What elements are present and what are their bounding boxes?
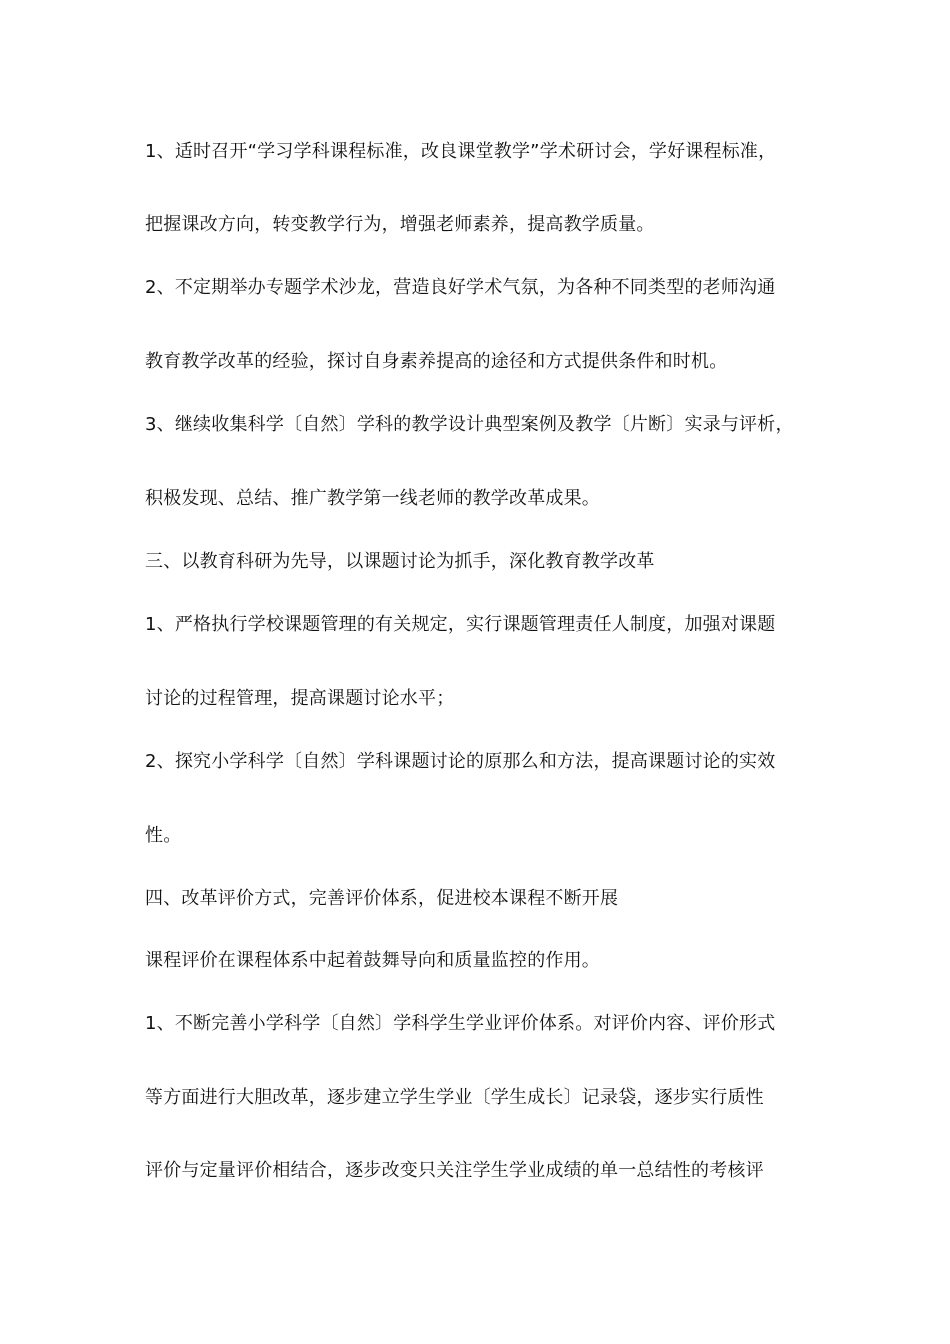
- paragraph-line: 性。: [145, 825, 182, 846]
- paragraph-line: 1、不断完善小学科学〔自然〕学科学生学业评价体系。对评价内容、评价形式: [145, 1013, 776, 1034]
- paragraph-line: 积极发现、总结、推广教学第一线老师的教学改革成果。: [145, 488, 600, 509]
- paragraph-line: 1、严格执行学校课题管理的有关规定，实行课题管理责任人制度，加强对课题: [145, 614, 776, 635]
- paragraph-line: 评价与定量评价相结合，逐步改变只关注学生学业成绩的单一总结性的考核评: [145, 1160, 764, 1181]
- section-heading: 四、改革评价方式，完善评价体系，促进校本课程不断开展: [145, 888, 619, 909]
- paragraph-line: 把握课改方向，转变教学行为，增强老师素养，提高教学质量。: [145, 214, 655, 235]
- paragraph-line: 教育教学改革的经验，探讨自身素养提高的途径和方式提供条件和时机。: [145, 351, 728, 372]
- paragraph-line: 等方面进行大胆改革，逐步建立学生学业〔学生成长〕记录袋，逐步实行质性: [145, 1087, 764, 1108]
- section-heading: 三、以教育科研为先导，以课题讨论为抓手，深化教育教学改革: [145, 551, 655, 572]
- paragraph-line: 2、探究小学科学〔自然〕学科课题讨论的原那么和方法，提高课题讨论的实效: [145, 751, 776, 772]
- paragraph-line: 课程评价在课程体系中起着鼓舞导向和质量监控的作用。: [145, 950, 600, 971]
- paragraph-line: 2、不定期举办专题学术沙龙，营造良好学术气氛，为各种不同类型的老师沟通: [145, 277, 776, 298]
- paragraph-line: 讨论的过程管理，提高课题讨论水平；: [145, 688, 455, 709]
- paragraph-line: 1、适时召开“学习学科课程标准，改良课堂教学”学术研讨会，学好课程标准，: [145, 141, 777, 162]
- paragraph-line: 3、继续收集科学〔自然〕学科的教学设计典型案例及教学〔片断〕实录与评析，: [145, 414, 794, 435]
